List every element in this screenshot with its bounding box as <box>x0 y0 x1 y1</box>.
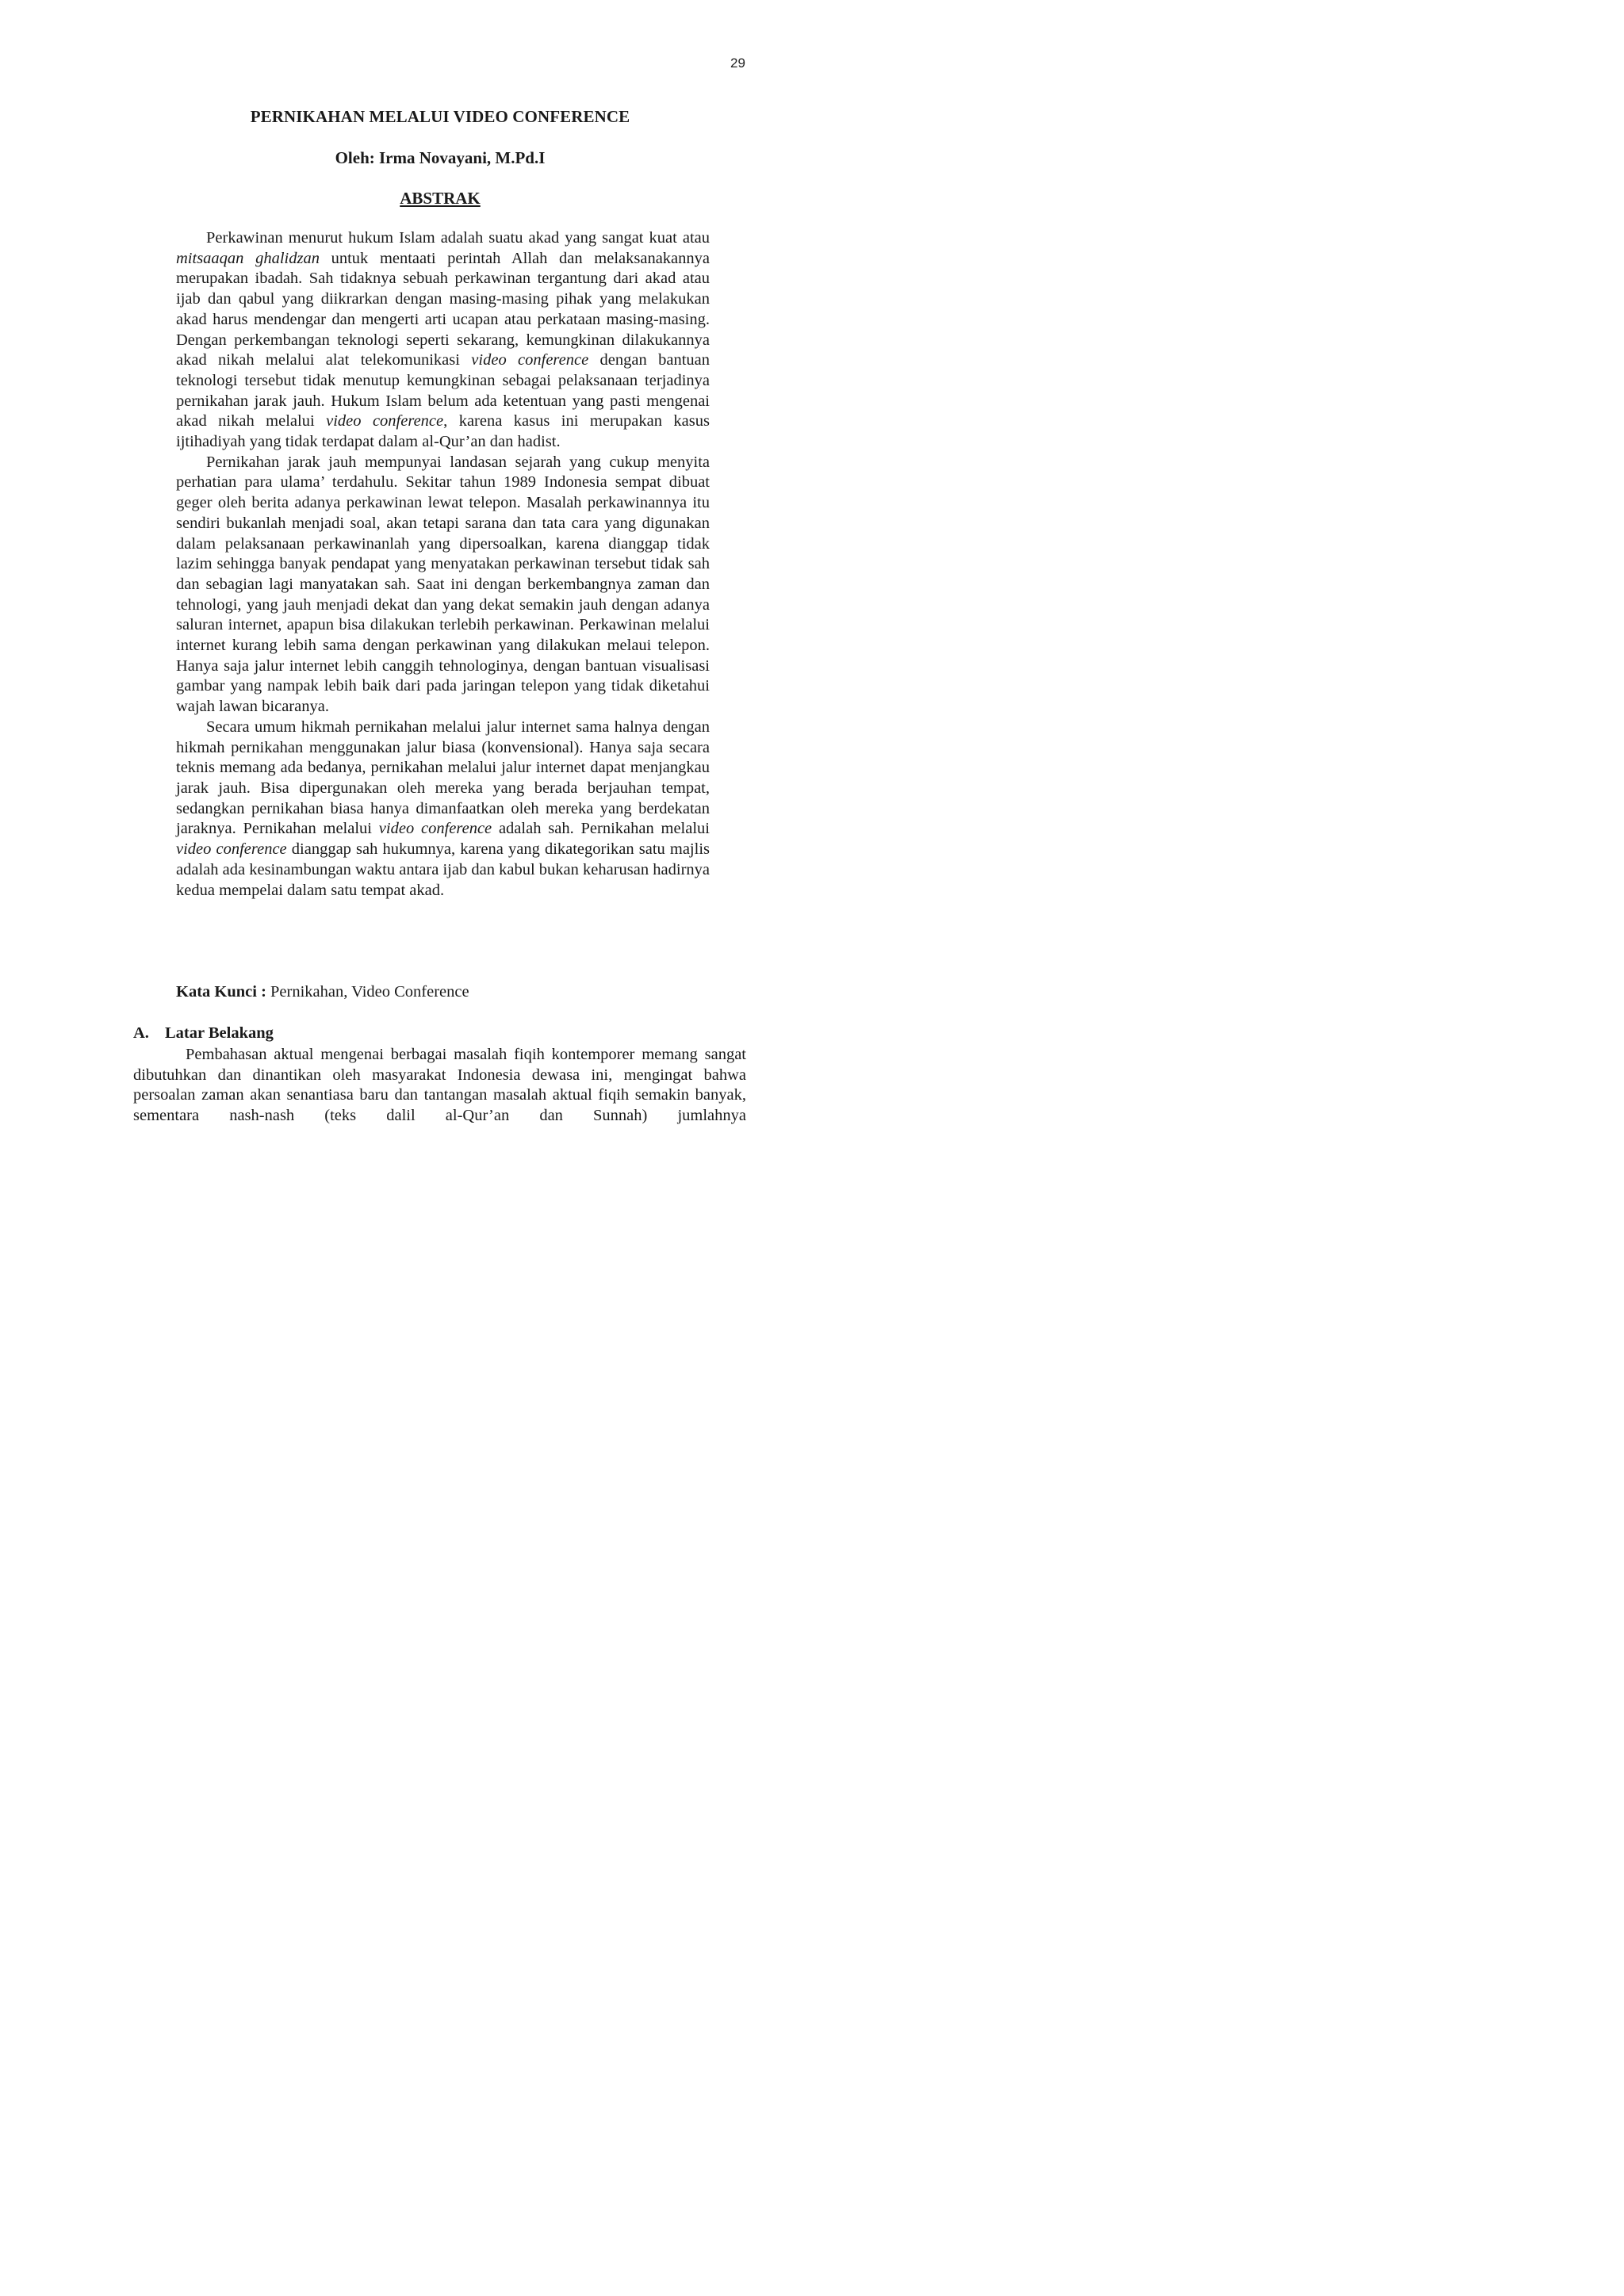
abstract-body <box>176 228 710 901</box>
keywords-line <box>176 983 710 1001</box>
author-line: Oleh: Irma Novayani, M.Pd.I <box>335 148 546 167</box>
keywords-value: Pernikahan, Video Conference <box>266 983 469 1001</box>
section-a-paragraph-1: Pembahasan aktual mengenai berbagai masalah fiqih kontemporer memang sangat dibutuhkan dan dinantikan oleh masyarakat Indonesia dewasa ini, mengingat bahwa persoalan zaman akan senantiasa baru dan tantangan masalah aktual fiqih semakin banyak, sementara nash-nash (teks dalil al-Qur’an dan Sunnah) jumlahnya <box>133 1046 746 1125</box>
abstract-p1-text-1: Perkawinan menurut hukum Islam adalah suatu akad yang sangat kuat atau <box>206 229 710 247</box>
article-title: PERNIKAHAN MELALUI VIDEO CONFERENCE <box>250 107 630 126</box>
abstract-p1-italic-3: video conference <box>326 412 444 430</box>
abstract-paragraph-1 <box>176 228 710 453</box>
abstract-p3-text-2: adalah sah. Pernikahan melalui <box>492 820 710 838</box>
section-a-body <box>133 1045 746 1127</box>
abstract-p1-italic-2: video conference <box>471 351 589 369</box>
abstract-p1-text-4: , karena kasus ini merupakan kasus ijtihadiyah yang tidak terdapat dalam al-Qur’an dan hadist. <box>176 412 710 451</box>
abstract-p1-italic-1: mitsaaqan ghalidzan <box>176 249 320 267</box>
section-a-number: A. <box>133 1024 149 1042</box>
section-a-heading <box>133 1024 274 1043</box>
keywords-label: Kata Kunci : <box>176 983 266 1001</box>
abstract-paragraph-3 <box>176 718 710 901</box>
page-number: 29 <box>730 55 745 71</box>
section-a-title: Latar Belakang <box>165 1024 274 1042</box>
abstract-p1-text-2: untuk mentaati perintah Allah dan melaksanakannya merupakan ibadah. Sah tidaknya sebuah perkawinan tergantung dari akad atau ijab dan qabul yang diikrarkan dengan masing-masing pihak yang melakukan akad harus mendengar dan mengerti arti ucapan atau perkataan masing-masing. Dengan perkembangan teknologi seperti sekarang, kemungkinan dilakukannya akad nikah melalui alat telekomunikasi <box>176 249 710 369</box>
abstract-paragraph-2: Pernikahan jarak jauh mempunyai landasan sejarah yang cukup menyita perhatian para ulama’ terdahulu. Sekitar tahun 1989 Indonesia sempat dibuat geger oleh berita adanya perkawinan lewat telepon. Masalah perkawinannya itu sendiri bukanlah menjadi soal, akan tetapi sarana dan tata cara yang digunakan dalam pelaksanaan perkawinanlah yang dipersoalkan, karena dianggap tidak lazim sehingga banyak pendapat yang menyatakan perkawinan tersebut tidak sah dan sebagian lagi manyatakan sah. Saat ini dengan berkembangnya zaman dan tehnologi, yang jauh menjadi dekat dan yang dekat semakin jauh dengan adanya saluran internet, apapun bisa dilakukan terlebih perkawinan. Perkawinan melalui internet kurang lebih sama dengan perkawinan yang dilakukan melaui telepon. Hanya saja jalur internet lebih canggih tehnologinya, dengan bantuan visualisasi gambar yang nampak lebih baik dari pada jaringan telepon yang tidak diketahui wajah lawan bicaranya. <box>176 453 710 716</box>
abstract-p1-text-3: dengan bantuan teknologi tersebut tidak menutup kemungkinan sebagai pelaksanaan terjadinya pernikahan jarak jauh. Hukum Islam belum ada ketentuan yang pasti mengenai akad nikah melalui <box>176 351 710 430</box>
abstract-p3-text-3: dianggap sah hukumnya, karena yang dikategorikan satu majlis adalah ada kesinambungan waktu antara ijab dan kabul bukan keharusan hadirnya kedua mempelai dalam satu tempat akad. <box>176 840 710 899</box>
abstract-heading: ABSTRAK <box>400 189 481 208</box>
abstract-p3-italic-1: video conference <box>378 820 492 838</box>
abstract-p3-text-1: Secara umum hikmah pernikahan melalui jalur internet sama halnya dengan hikmah pernikahan menggunakan jalur biasa (konvensional). Hanya saja secara teknis memang ada bedanya, pernikahan melalui jalur internet dapat menjangkau jarak jauh. Bisa dipergunakan oleh mereka yang berada berjauhan tempat, sedangkan pernikahan biasa hanya dimanfaatkan oleh mereka yang berdekatan jaraknya. Pernikahan melalui <box>176 718 710 838</box>
abstract-p3-italic-2: video conference <box>176 840 287 859</box>
